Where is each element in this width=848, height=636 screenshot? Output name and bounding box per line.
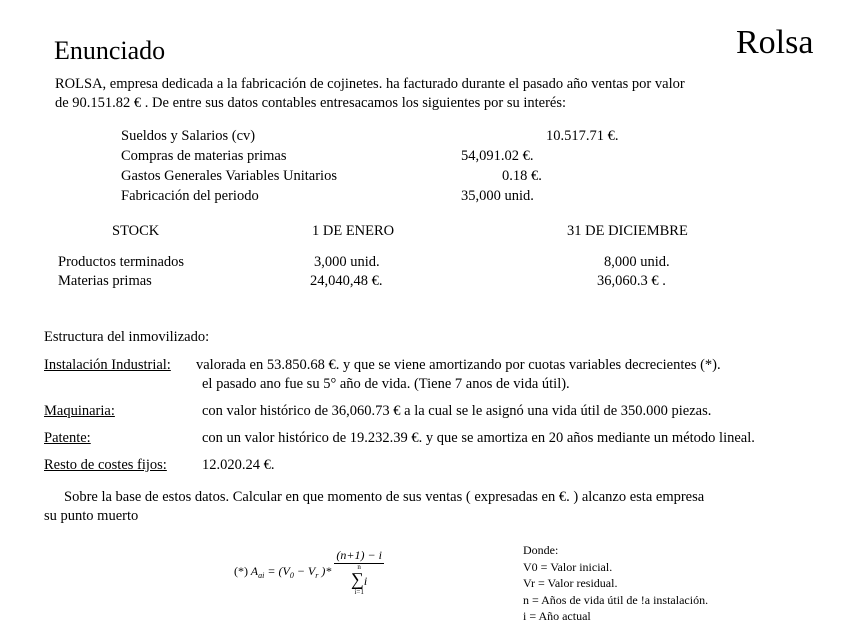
stock-row-december: 8,000 unid. (604, 254, 670, 270)
stock-row-january: 24,040,48 €. (310, 273, 383, 289)
sigma-lower: i=1 (354, 588, 364, 596)
formula-sub-0: 0 (289, 571, 294, 581)
installation-text: valorada en 53.850.68 €. y que se viene amortizando por cuotas variables decrecientes (*). (196, 357, 721, 373)
machinery-text: con valor histórico de 36,060.73 € a la cual se le asignó una vida útil de 350.000 piezas. (202, 403, 712, 419)
installation-label: Instalación Industrial: (44, 357, 171, 373)
sigma-symbol: ∑ (351, 569, 364, 589)
depreciation-formula (234, 548, 384, 596)
account-label: Sueldos y Salarios (cv) (121, 128, 256, 144)
stock-row-january: 3,000 unid. (314, 254, 380, 270)
patent-text: con un valor histórico de 19.232.39 €. y que se amortiza en 20 años mediante un método lineal. (202, 430, 755, 446)
account-value: 0.18 €. (502, 168, 542, 184)
account-value: 54,091.02 €. (461, 148, 534, 164)
question-line-1: Sobre la base de estos datos. Calcular en que momento de sus ventas ( expresadas en €. ) alcanzo esta empresa (64, 489, 705, 505)
stock-row-label: Materias primas (58, 273, 152, 289)
rest-fixed-costs-label: Resto de costes fijos: (44, 457, 167, 473)
brand-title: Rolsa (736, 24, 814, 61)
formula-numerator: (n+1) − i (336, 548, 382, 562)
formula-lhs: A (250, 563, 259, 578)
formula-lhs-sub: ai (258, 571, 265, 581)
legend-i: i = Año actual (523, 609, 591, 623)
sigma-upper: n (357, 563, 361, 571)
legend-vr: Vr = Valor residual. (523, 576, 618, 590)
account-label: Compras de materias primas (121, 148, 287, 164)
intro-line-2: de 90.151.82 € . De entre sus datos contables entresacamos los siguientes por su interés: (55, 95, 567, 111)
formula-expr-a: = (V (267, 563, 290, 578)
sigma-variable: i (363, 574, 368, 588)
formula-denominator (334, 564, 384, 596)
formula-expr-c: )* (318, 563, 332, 578)
stock-header-january: 1 DE ENERO (312, 223, 395, 239)
intro-line-1: ROLSA, empresa dedicada a la fabricación de cojinetes. ha facturado durante el pasado año ventas por valor (55, 76, 685, 92)
legend-v0: V0 = Valor inicial. (523, 560, 613, 574)
installation-text-2: el pasado ano fue su 5° año de vida. (Tiene 7 anos de vida útil). (202, 376, 570, 392)
legend-n: n = Años de vida útil de !a instalación. (523, 593, 709, 607)
formula-expr-b: − V (293, 563, 316, 578)
stock-header-december: 31 DE DICIEMBRE (567, 223, 688, 239)
account-value: 10.517.71 €. (546, 128, 619, 144)
formula-marker: (*) (234, 563, 248, 578)
question-line-2: su punto muerto (44, 508, 139, 524)
formula-fraction (334, 548, 384, 596)
stock-row-label: Productos terminados (58, 254, 185, 270)
account-label: Fabricación del periodo (121, 188, 259, 204)
account-value: 35,000 unid. (461, 188, 534, 204)
account-label: Gastos Generales Variables Unitarios (121, 168, 337, 184)
stock-row-december: 36,060.3 € . (597, 273, 666, 289)
rest-fixed-costs-text: 12.020.24 €. (202, 457, 275, 473)
legend-title: Donde: (523, 543, 559, 557)
machinery-label: Maquinaria: (44, 403, 115, 419)
page-title: Enunciado (54, 36, 166, 65)
formula-sub-r: r (315, 571, 319, 581)
stock-header-stock: STOCK (112, 223, 160, 239)
patent-label: Patente: (44, 430, 91, 446)
fixed-assets-heading: Estructura del inmovilizado: (44, 329, 210, 345)
